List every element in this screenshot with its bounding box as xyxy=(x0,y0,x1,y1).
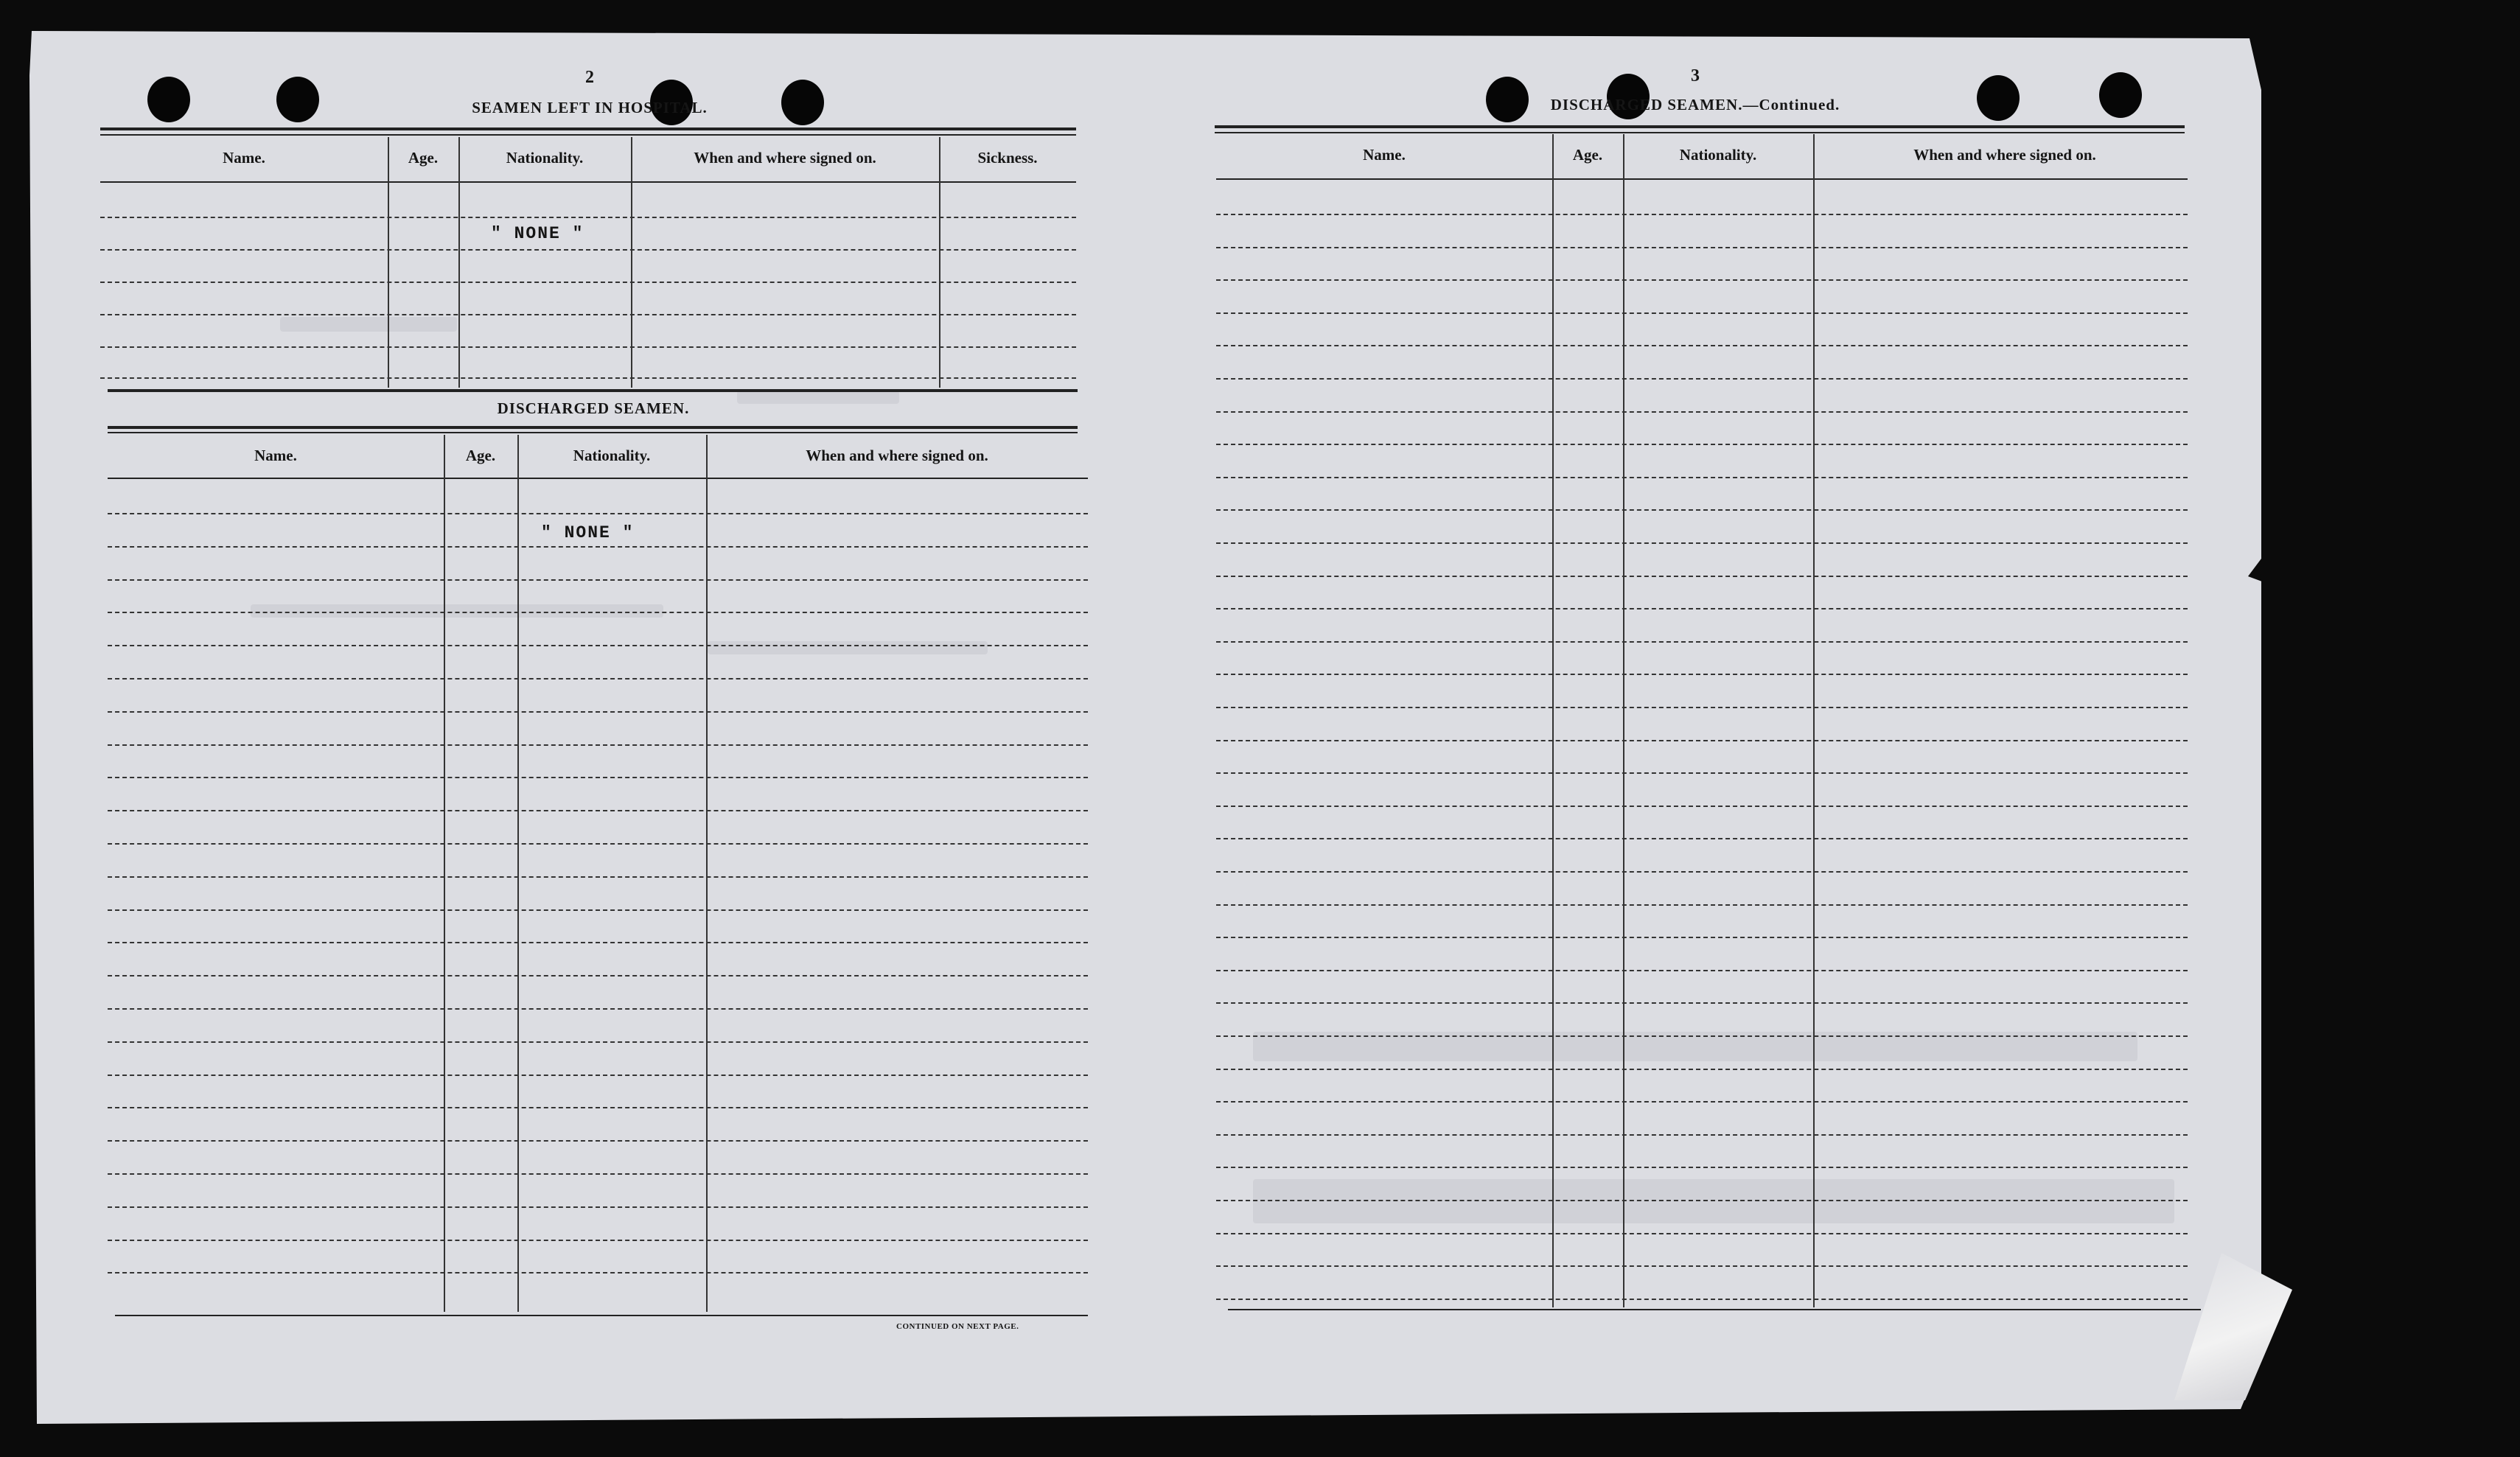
entry-line xyxy=(1216,444,2188,445)
entry-line xyxy=(1216,772,2188,774)
entry-line xyxy=(108,1173,1088,1175)
page-number-right: 3 xyxy=(1691,66,1700,85)
entry-line xyxy=(1216,838,2188,839)
entry-line xyxy=(108,810,1088,811)
none-stamp: " NONE " xyxy=(491,224,584,243)
entry-line xyxy=(108,1041,1088,1043)
entry-line xyxy=(108,777,1088,778)
entry-line xyxy=(1216,707,2188,708)
col-header-nationality: Nationality. xyxy=(506,148,584,167)
entry-line xyxy=(108,1240,1088,1241)
punch-hole xyxy=(2099,72,2142,118)
hospital-table xyxy=(100,137,1076,388)
entry-line xyxy=(1216,904,2188,906)
entry-line xyxy=(108,678,1088,679)
column-divider xyxy=(706,435,708,1312)
entry-line xyxy=(108,942,1088,943)
page-number-left: 2 xyxy=(585,68,594,87)
column-header-rule xyxy=(1216,178,2188,180)
col-header-name: Name. xyxy=(1363,145,1406,164)
column-header-rule xyxy=(108,478,1088,479)
col-header-nationality: Nationality. xyxy=(573,446,651,464)
entry-line xyxy=(1216,477,2188,478)
punch-hole xyxy=(147,77,190,122)
entry-line xyxy=(100,314,1076,315)
header-rule xyxy=(100,134,1076,136)
column-divider xyxy=(388,137,389,388)
section-rule xyxy=(108,426,1078,429)
entry-line xyxy=(1216,1002,2188,1004)
entry-line xyxy=(1216,214,2188,215)
entry-line xyxy=(108,612,1088,613)
column-header-rule xyxy=(100,181,1076,183)
col-header-age: Age. xyxy=(465,446,496,464)
discharged-table-right xyxy=(1216,134,2196,1307)
section-rule xyxy=(108,432,1078,433)
entry-line xyxy=(108,843,1088,845)
column-divider xyxy=(939,137,940,388)
col-header-sickness: Sickness. xyxy=(977,148,1038,167)
entry-line xyxy=(1216,1167,2188,1168)
entry-line xyxy=(108,909,1088,911)
entry-line xyxy=(108,1206,1088,1208)
section-rule xyxy=(108,389,1078,392)
entry-line xyxy=(1216,1265,2188,1267)
punch-hole xyxy=(276,77,319,122)
entry-line xyxy=(100,346,1076,348)
col-header-age: Age. xyxy=(408,148,439,167)
entry-line xyxy=(108,744,1088,746)
entry-line xyxy=(108,513,1088,514)
bottom-rule xyxy=(1228,1309,2201,1310)
entry-line xyxy=(1216,576,2188,577)
column-divider xyxy=(1552,134,1554,1307)
entry-line xyxy=(1216,970,2188,971)
punch-hole xyxy=(1486,77,1529,122)
entry-line xyxy=(1216,345,2188,346)
col-header-nationality: Nationality. xyxy=(1679,145,1757,164)
entry-line xyxy=(1216,542,2188,544)
entry-line xyxy=(108,876,1088,878)
entry-line xyxy=(1216,641,2188,643)
entry-line xyxy=(1216,279,2188,281)
col-header-signed-on: When and where signed on. xyxy=(1913,145,2096,164)
entry-line xyxy=(108,645,1088,646)
entry-line xyxy=(108,1140,1088,1142)
col-header-signed-on: When and where signed on. xyxy=(694,148,876,167)
entry-line xyxy=(1216,1233,2188,1234)
column-divider xyxy=(1623,134,1624,1307)
entry-line xyxy=(1216,411,2188,413)
entry-line xyxy=(1216,312,2188,314)
col-header-signed-on: When and where signed on. xyxy=(806,446,988,464)
entry-line xyxy=(108,1008,1088,1010)
header-rule xyxy=(1215,132,2185,133)
column-divider xyxy=(458,137,460,388)
discharged-table-left xyxy=(108,435,1088,1312)
header-rule xyxy=(100,127,1076,130)
entry-line xyxy=(1216,806,2188,807)
entry-line xyxy=(1216,1200,2188,1201)
col-header-name: Name. xyxy=(254,446,297,464)
entry-line xyxy=(108,579,1088,581)
entry-line xyxy=(1216,1134,2188,1136)
col-header-name: Name. xyxy=(223,148,265,167)
entry-line xyxy=(1216,509,2188,511)
discharged-continued-title: DISCHARGED SEAMEN.—Continued. xyxy=(1550,96,1840,113)
header-rule xyxy=(1215,125,2185,128)
entry-line xyxy=(108,1272,1088,1273)
entry-line xyxy=(1216,1101,2188,1103)
bottom-rule xyxy=(115,1315,1088,1316)
entry-line xyxy=(108,711,1088,713)
entry-line xyxy=(1216,871,2188,873)
column-divider xyxy=(631,137,632,388)
entry-line xyxy=(1216,740,2188,741)
entry-line xyxy=(1216,1035,2188,1037)
entry-line xyxy=(108,546,1088,548)
entry-line xyxy=(100,217,1076,218)
entry-line xyxy=(108,1075,1088,1076)
none-stamp: " NONE " xyxy=(541,523,635,542)
entry-line xyxy=(100,249,1076,251)
entry-line xyxy=(1216,937,2188,938)
entry-line xyxy=(100,282,1076,283)
entry-line xyxy=(108,975,1088,976)
entry-line xyxy=(108,1107,1088,1108)
discharged-section-title: DISCHARGED SEAMEN. xyxy=(497,399,690,417)
entry-line xyxy=(1216,378,2188,380)
entry-line xyxy=(1216,247,2188,248)
entry-line xyxy=(100,377,1076,379)
punch-hole xyxy=(1977,75,2020,121)
continued-note: CONTINUED ON NEXT PAGE. xyxy=(896,1322,1019,1331)
entry-line xyxy=(1216,608,2188,609)
entry-line xyxy=(1216,674,2188,675)
column-divider xyxy=(1813,134,1815,1307)
column-divider xyxy=(517,435,519,1312)
entry-line xyxy=(1216,1069,2188,1070)
hospital-section-title: SEAMEN LEFT IN HOSPITAL. xyxy=(472,99,708,116)
entry-line xyxy=(1216,1299,2188,1300)
column-divider xyxy=(444,435,445,1312)
col-header-age: Age. xyxy=(1572,145,1603,164)
